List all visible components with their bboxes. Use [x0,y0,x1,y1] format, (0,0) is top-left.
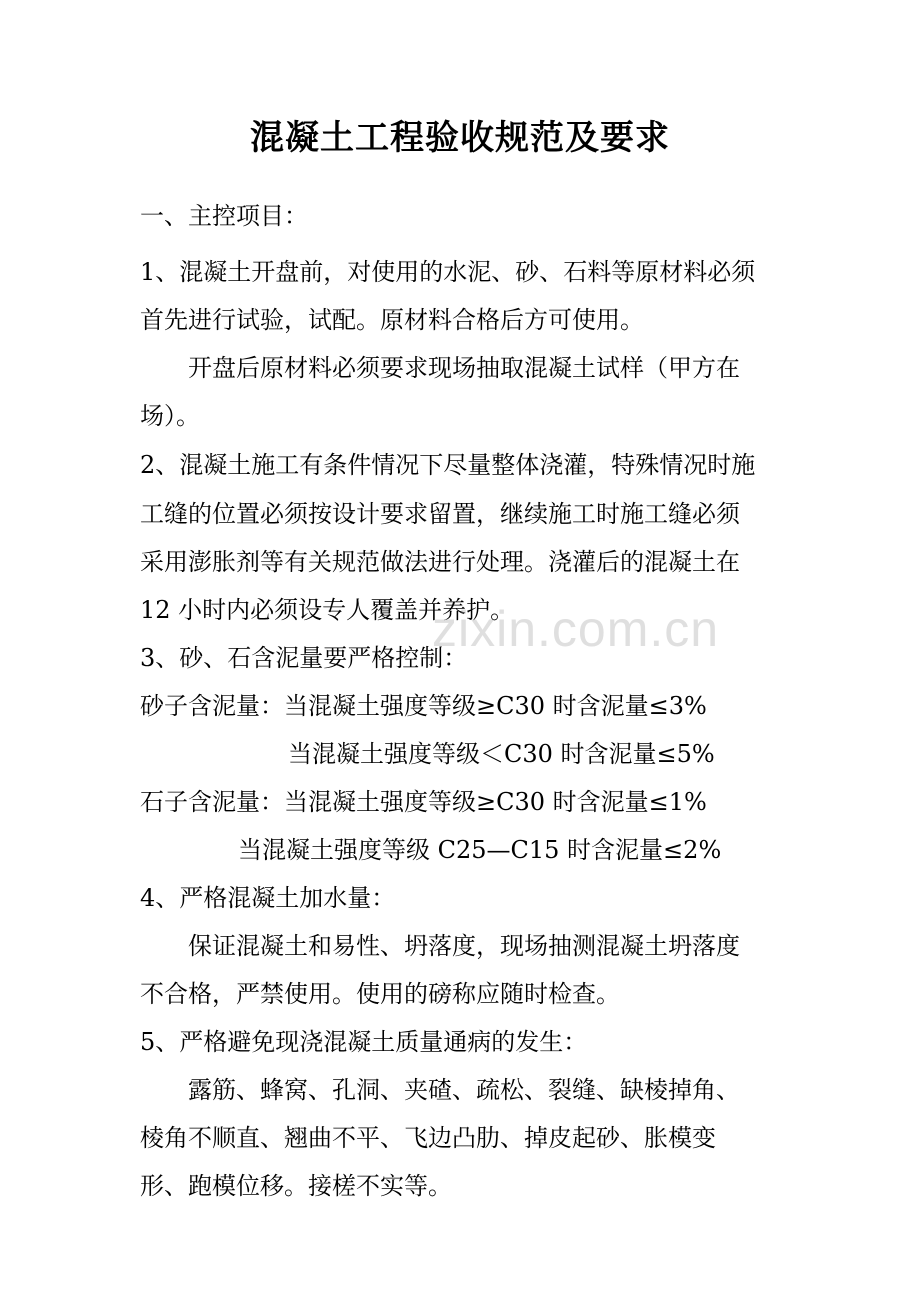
stone-mud-content-line: 石子含泥量：当混凝土强度等级≥C30 时含泥量≤1% [140,788,707,816]
document-title: 混凝土工程验收规范及要求 [250,118,670,158]
paragraph-line: 开盘后原材料必须要求现场抽取混凝土试样（甲方在 [188,354,740,382]
sand-mud-content-line: 当混凝土强度等级＜C30 时含泥量≤5% [288,740,715,768]
stone-mud-content-line: 当混凝土强度等级 C25—C15 时含泥量≤2% [238,836,722,864]
paragraph-line: 棱角不顺直、翘曲不平、飞边凸肋、掉皮起砂、胀模变 [140,1124,716,1152]
paragraph-line: 采用澎胀剂等有关规范做法进行处理。浇灌后的混凝土在 [140,548,740,576]
paragraph-line: 保证混凝土和易性、坍落度，现场抽测混凝土坍落度 [188,932,740,960]
paragraph-line: 2、混凝土施工有条件情况下尽量整体浇灌，特殊情况时施 [140,451,756,479]
section-heading-main-control: 一、主控项目： [140,202,308,230]
paragraph-line: 1、混凝土开盘前，对使用的水泥、砂、石料等原材料必须 [140,258,756,286]
paragraph-line: 工缝的位置必须按设计要求留置，继续施工时施工缝必须 [140,500,740,528]
sand-mud-content-line: 砂子含泥量：当混凝土强度等级≥C30 时含泥量≤3% [140,692,707,720]
paragraph-line: 4、严格混凝土加水量： [140,884,396,912]
paragraph-line: 形、跑模位移。接槎不实等。 [140,1172,452,1200]
paragraph-line: 3、砂、石含泥量要严格控制： [140,644,468,672]
paragraph-line: 12 小时内必须设专人覆盖并养护。 [140,596,515,624]
watermark: zixin.com.cn [432,601,720,657]
paragraph-line: 首先进行试验，试配。原材料合格后方可使用。 [140,306,644,334]
paragraph-line: 露筋、蜂窝、孔洞、夹碴、疏松、裂缝、缺棱掉角、 [188,1076,740,1104]
paragraph-line: 5、严格避免现浇混凝土质量通病的发生： [140,1028,588,1056]
paragraph-line: 不合格，严禁使用。使用的磅称应随时检查。 [140,980,620,1008]
paragraph-line: 场）。 [140,402,200,430]
